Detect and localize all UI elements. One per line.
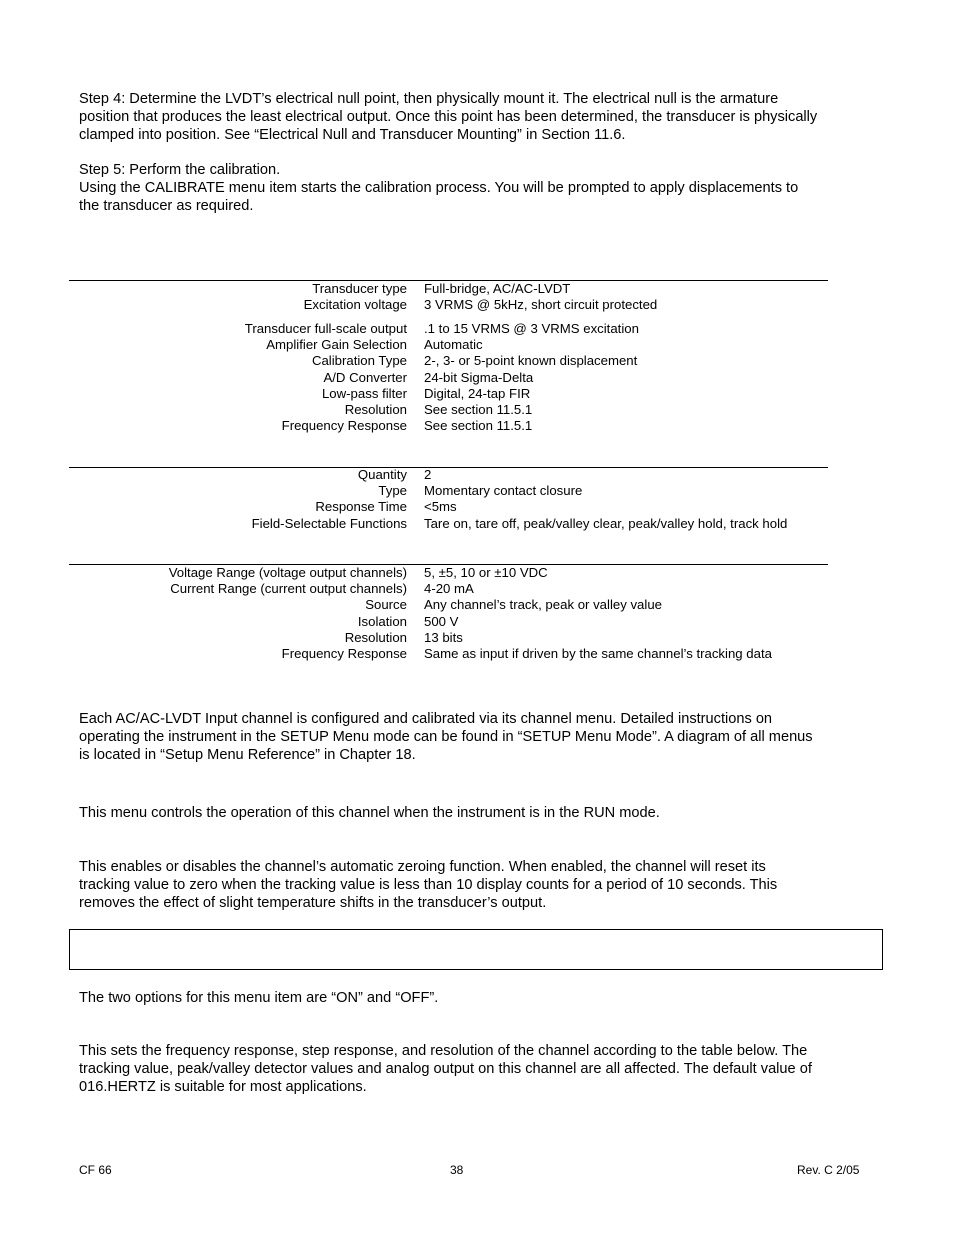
spec-row [69, 386, 829, 402]
autozero-line: This enables or disables the channel’s automatic zeroing function. When enabled, the channel will reset its [79, 859, 766, 875]
step4-paragraph [79, 90, 879, 144]
input-spec-table [69, 281, 829, 434]
spec-label: Transducer full-scale output [244, 320, 407, 336]
spec-value: Automatic [424, 337, 483, 353]
spec-label: Frequency Response [281, 418, 407, 434]
step5-paragraph [79, 161, 879, 215]
footer-page-number: 38 [450, 1163, 464, 1177]
spec-row [69, 281, 829, 297]
autozero-line: tracking value to zero when the tracking value is less than 10 display counts for a period of 10 seconds. This [79, 877, 778, 893]
spec-value: Full-bridge, AC/AC-LVDT [424, 281, 571, 296]
spec-row [69, 370, 829, 386]
spec-row [69, 499, 829, 515]
spec-label: Voltage Range (voltage output channels) [168, 565, 407, 580]
footer-doc-id: CF 66 [79, 1163, 112, 1177]
spec-row [69, 337, 829, 353]
step5-line: Using the CALIBRATE menu item starts the calibration process. You will be prompted to apply displacements to [79, 180, 799, 196]
spec-row [69, 402, 829, 418]
spec-value: 2 [424, 467, 432, 482]
spec-row [69, 646, 829, 662]
spec-value: 3 VRMS @ 5kHz, short circuit protected [424, 297, 658, 313]
step4-line: position that produces the least electrical output. Once this point has been determined, the transducer is physically [79, 109, 818, 125]
spec-row [69, 321, 829, 337]
spec-label: Excitation voltage [303, 297, 407, 313]
spec-value: Any channel’s track, peak or valley value [424, 597, 662, 613]
spec-value: Momentary contact closure [424, 483, 583, 499]
spec-value: Digital, 24-tap FIR [424, 385, 531, 401]
spec-row [69, 297, 829, 313]
spec-label: Field-Selectable Functions [251, 515, 407, 531]
spec-value: See section 11.5.1 [424, 418, 533, 434]
step5-line: the transducer as required. [79, 198, 254, 214]
filter-line: tracking value, peak/valley detector values and analog output on this channel are all affected. The default value of [79, 1061, 812, 1077]
spec-label: Resolution [344, 401, 407, 417]
filter-line: 016.HERTZ is suitable for most applications. [79, 1079, 367, 1095]
spec-value: .1 to 15 VRMS @ 3 VRMS excitation [424, 320, 639, 336]
spec-value: Same as input if driven by the same channel’s tracking data [424, 646, 772, 662]
spec-label: Frequency Response [281, 646, 407, 662]
spec-row [69, 483, 829, 499]
autozero-line: removes the effect of slight temperature shifts in the transducer’s output. [79, 895, 547, 911]
control-spec-table [69, 467, 829, 532]
spec-row [69, 630, 829, 646]
autozero-paragraph [79, 858, 879, 912]
spec-row [69, 516, 829, 532]
run-paragraph [79, 804, 879, 822]
options-paragraph [79, 989, 879, 1007]
spec-label: Source [365, 597, 407, 613]
spec-value: 24-bit Sigma-Delta [424, 369, 534, 385]
spec-label: Resolution [344, 629, 407, 645]
note-box [69, 929, 883, 970]
analog-spec-table [69, 565, 829, 662]
spec-value: <5ms [424, 499, 457, 515]
spec-label: Amplifier Gain Selection [266, 337, 407, 353]
spec-label: Isolation [357, 613, 407, 629]
config-line: operating the instrument in the SETUP Menu mode can be found in “SETUP Menu Mode”. A diagram of all menus [79, 729, 813, 745]
spec-label: Calibration Type [311, 353, 407, 369]
config-line: is located in “Setup Menu Reference” in Chapter 18. [79, 747, 416, 763]
options-line: The two options for this menu item are “ON” and “OFF”. [79, 990, 439, 1006]
spec-row [69, 581, 829, 597]
step5-line: Step 5: Perform the calibration. [79, 162, 281, 178]
spec-label: Transducer type [312, 281, 407, 296]
spec-row [69, 597, 829, 613]
spec-value: 5, ±5, 10 or ±10 VDC [424, 565, 548, 580]
step4-line: Step 4: Determine the LVDT’s electrical null point, then physically mount it. The electrical null is the armature [79, 91, 779, 107]
run-line: This menu controls the operation of this channel when the instrument is in the RUN mode. [79, 805, 660, 821]
spec-value: 4-20 mA [424, 581, 474, 597]
spec-value: Tare on, tare off, peak/valley clear, peak/valley hold, track hold [424, 515, 788, 531]
spec-label: Type [378, 483, 407, 499]
footer-revision: Rev. C 2/05 [797, 1163, 860, 1177]
spec-label: Current Range (current output channels) [170, 581, 407, 597]
spec-label: Response Time [315, 499, 407, 515]
filter-line: This sets the frequency response, step response, and resolution of the channel according to the table below. The [79, 1043, 808, 1059]
spec-row [69, 418, 829, 434]
spec-label: A/D Converter [323, 369, 407, 385]
spec-row [69, 467, 829, 483]
step4-line: clamped into position. See “Electrical Null and Transducer Mounting” in Section 11.6. [79, 127, 626, 143]
config-paragraph [79, 710, 879, 764]
spec-value: See section 11.5.1 [424, 401, 533, 417]
spec-row [69, 353, 829, 369]
spec-row [69, 614, 829, 630]
spec-value: 2-, 3- or 5-point known displacement [424, 353, 638, 369]
spec-label: Low-pass filter [321, 385, 407, 401]
spec-label: Quantity [357, 467, 407, 482]
spec-row [69, 565, 829, 581]
spec-value: 500 V [424, 613, 459, 629]
spec-value: 13 bits [424, 629, 463, 645]
filter-paragraph [79, 1042, 879, 1096]
config-line: Each AC/AC-LVDT Input channel is configured and calibrated via its channel menu. Detailed instructions on [79, 711, 773, 727]
